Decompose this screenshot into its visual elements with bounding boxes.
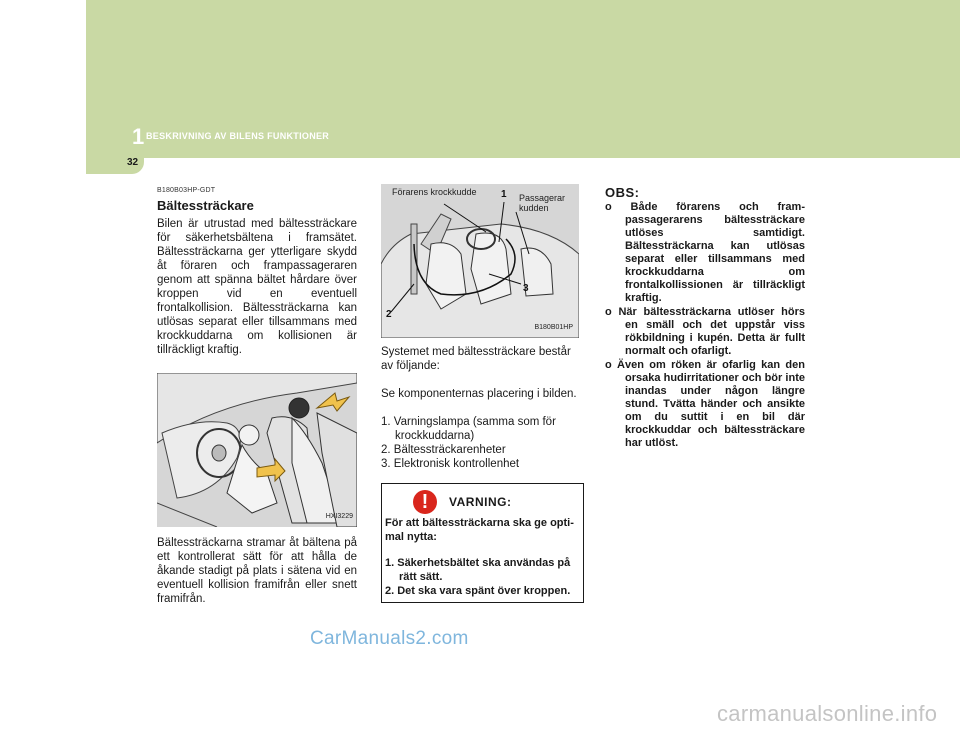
component-list (381, 415, 584, 471)
list-item: 1. Varningslampa (samma som för krockkuddarna) (381, 416, 556, 442)
figure-caption: Bältessträckarna stramar åt bältena på ett kontrollerat sätt för att hålla de åkande stadigt på plats i sätena vid en eventuell kollision framifrån eller snett framifrån. (157, 537, 357, 605)
right-column (605, 184, 805, 450)
label-passenger-airbag: Passagerar kudden (519, 193, 566, 213)
warning-list (385, 556, 580, 598)
list-item: 2. Det ska vara spänt över kroppen. (385, 585, 571, 597)
figure-code: B180B01HP (534, 324, 573, 331)
middle-column (381, 184, 584, 603)
list-item: 1. Säkerhetsbältet ska användas på rätt sätt. (385, 557, 571, 583)
left-column (157, 184, 357, 606)
page-number: 32 (127, 157, 139, 168)
watermark-carmanualsonline[interactable]: carmanualsonline.info (717, 701, 938, 726)
note-title: OBS: (605, 185, 640, 200)
section-heading: Bältessträckare (157, 198, 254, 213)
figure-code: HXI3229 (325, 513, 353, 520)
chapter-number: 1 (132, 124, 145, 149)
warning-header (385, 488, 580, 516)
car-interior-drawing (157, 373, 357, 527)
warning-intro: För att bältessträckarna ska ge opti-mal nytta: (385, 517, 574, 543)
system-paragraph: Systemet med bältessträckare består av följande: (381, 346, 571, 372)
note-list (605, 201, 805, 450)
warning-title: VARNING: (449, 495, 512, 509)
callout-3: 3 (523, 283, 529, 294)
watermark-carmanuals[interactable]: CarManuals2.com (310, 628, 469, 649)
list-item: o Även om röken är ofarlig kan den orsaka hudirritationer och bör inte inandas under någon längre stund. Tvätta händer och ansikte om du suttit i en bil där krockkuddar och bältessträckare har utlöst. (605, 359, 805, 449)
component-diagram (381, 184, 579, 338)
list-item: o Både förarens och fram-passagerarens bältessträckare utlöses samtidigt. Bältessträckarna kan utlösas separat eller tillsammans med krockkuddarna om frontalkollissionen är tillräckligt kraftig. (605, 201, 805, 304)
placement-paragraph: Se komponenternas placering i bilden. (381, 388, 577, 400)
list-item: o När bältessträckarna utlöser hörs en smäll och det uppstår viss rökbildning i kupén. Detta är fullt normalt och ofarligt. (605, 306, 805, 357)
callout-1: 1 (501, 189, 507, 200)
label-driver-airbag: Förarens krockkudde (392, 187, 477, 197)
callout-2: 2 (386, 309, 392, 320)
pretensioner-illustration (157, 373, 357, 527)
warning-box (381, 483, 584, 603)
warning-icon: ! (413, 490, 437, 514)
section-code: B180B03HP-GDT (157, 187, 216, 194)
intro-paragraph: Bilen är utrustad med bältessträckare för säkerhetsbältena i framsätet. Bältessträckarna ger ytterligare skydd åt föraren och frampassageraren genom att spänna bältet hårdare över kroppen vid en eventuell frontalkollision. Bältessträckarna kan utlösas separat eller tillsammans med krockkuddarna om kollisionen är tillräckligt kraftig. (157, 218, 357, 356)
list-item: 3. Elektronisk kontrollenhet (381, 458, 520, 470)
chapter-title: BESKRIVNING AV BILENS FUNKTIONER (146, 131, 330, 141)
list-item: 2. Bältessträckarenheter (381, 444, 506, 456)
